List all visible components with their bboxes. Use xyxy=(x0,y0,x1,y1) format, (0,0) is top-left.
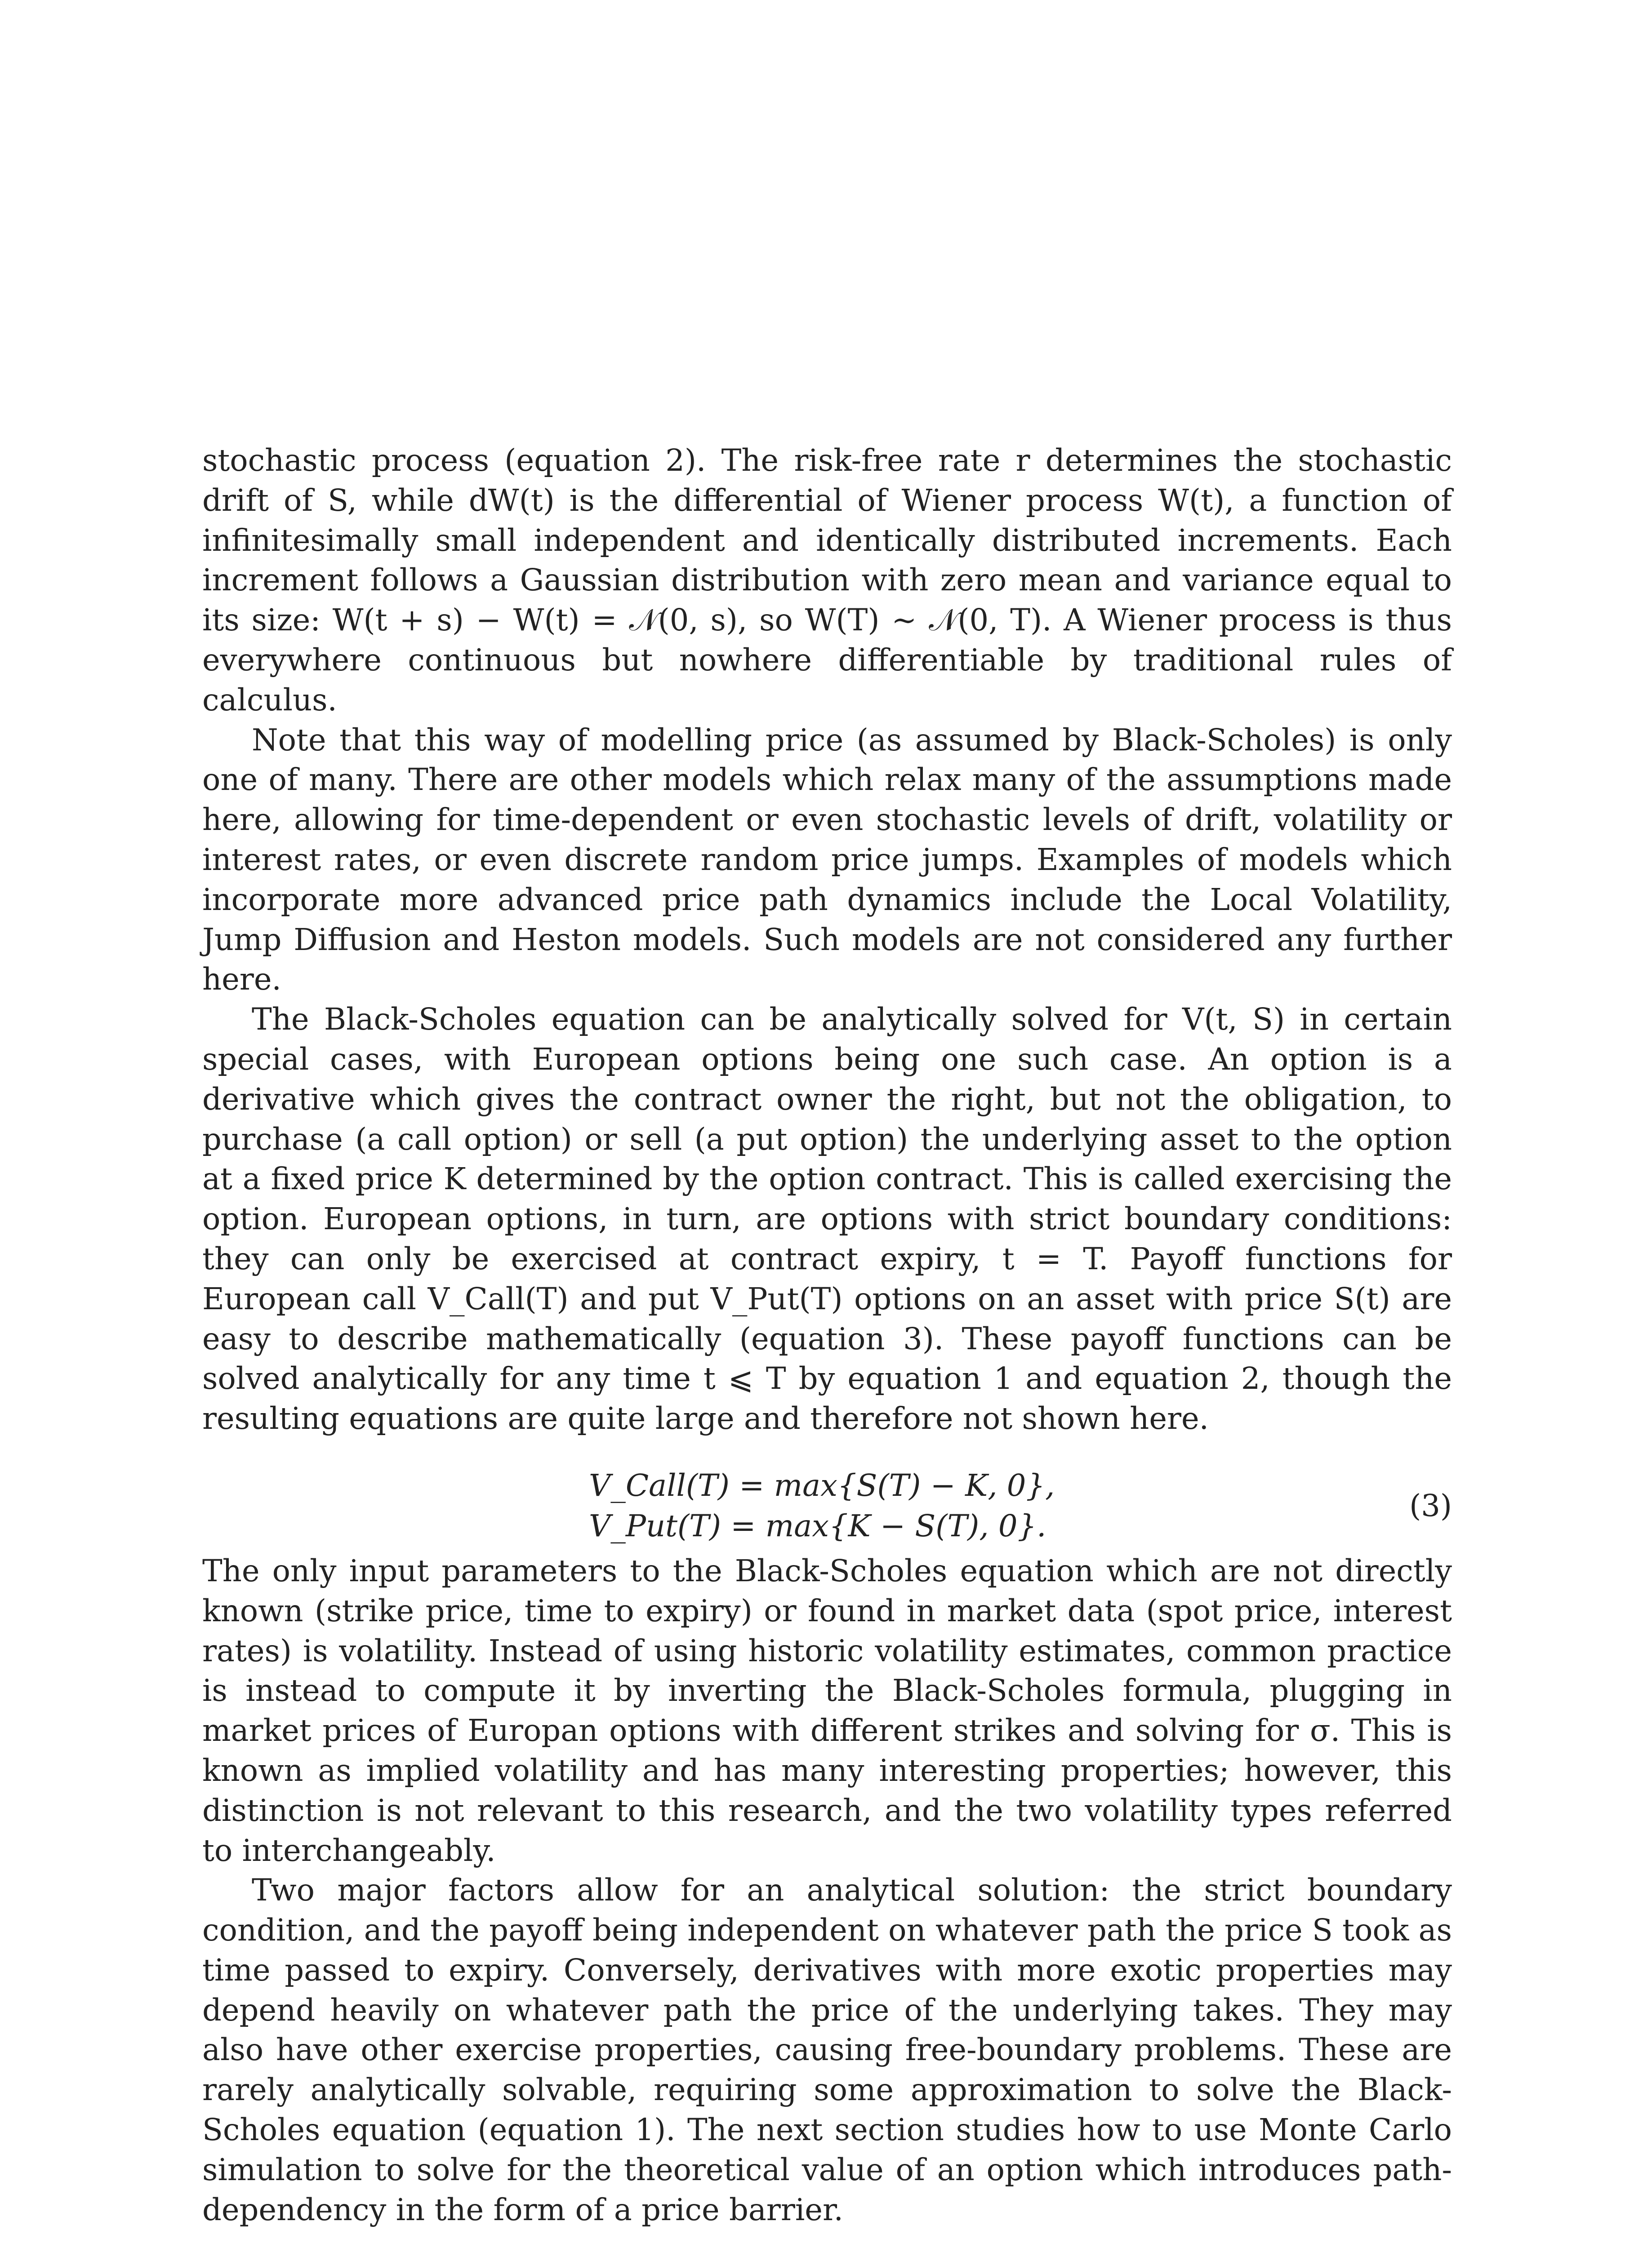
paragraph-wiener-process: stochastic process (equation 2). The risk-free rate r determines the stochastic drift of S, while dW(t) is the differential of Wiener process W(t), a function of infinitesimally small independent and identically distributed increments. Each increment follows a Gaussian distribution with zero mean and variance equal to its size: W(t + s) − W(t) = 𝒩(0, s), so W(T) ∼ 𝒩(0, T). A Wiener process is thus everywhere continuous but nowhere differentiable by traditional rules of calculus. xyxy=(202,443,1452,718)
paragraph-european-options: The Black-Scholes equation can be analytically solved for V(t, S) in certain special cases, with European options being one such case. An option is a derivative which gives the contract owner the right, but not the obligation, to purchase (a call option) or sell (a put option) the underlying asset to the option at a fixed price K determined by the option contract. This is called exercising the option. European options, in turn, are options with strict boundary conditions: they can only be exercised at contract expiry, t = T. Payoff functions for European call V_Call(T) and put V_Put(T) options on an asset with price S(t) are easy to describe mathematically (equation 3). These payoff functions can be solved analytically for any time t ⩽ T by equation 1 and equation 2, though the resulting equations are quite large and therefore not shown here. xyxy=(202,1002,1452,1436)
equation-put-payoff: V_Put(T) = max{K − S(T), 0}. xyxy=(589,1508,1046,1543)
paragraph-analytical-solution: Two major factors allow for an analytical solution: the strict boundary condition, and the payoff being independent on whatever path the price S took as time passed to expiry. Conversely, derivatives with more exotic properties may depend heavily on whatever path the price of the underlying takes. They may also have other exercise properties, causing free-boundary problems. These are rarely analytically solvable, requiring some approximation to solve the Black-Scholes equation (equation 1). The next section studies how to use Monte Carlo simulation to solve for the theoretical value of an option which introduces path-dependency in the form of a price barrier. xyxy=(202,1873,1452,2227)
paragraph-volatility: The only input parameters to the Black-Scholes equation which are not directly known (strike price, time to expiry) or found in market data (spot price, interest rates) is volatility. Instead of using historic volatility estimates, common practice is instead to compute it by inverting the Black-Scholes formula, plugging in market prices of Europan options with different strikes and solving for σ. This is known as implied volatility and has many interesting properties; however, this distinction is not relevant to this research, and the two volatility types referred to interchangeably. xyxy=(202,1553,1452,1868)
equation-call-payoff: V_Call(T) = max{S(T) − K, 0}, xyxy=(589,1467,1055,1503)
equation-3-block xyxy=(202,1466,1452,1547)
paragraph-price-models: Note that this way of modelling price (as assumed by Black-Scholes) is only one of many. There are other models which relax many of the assumptions made here, allowing for time-dependent or even stochastic levels of drift, volatility or interest rates, or even discrete random price jumps. Examples of models which incorporate more advanced price path dynamics include the Local Volatility, Jump Diffusion and Heston models. Such models are not considered any further here. xyxy=(202,722,1452,997)
equation-number: (3) xyxy=(1409,1488,1452,1523)
page-body xyxy=(202,441,1452,2248)
